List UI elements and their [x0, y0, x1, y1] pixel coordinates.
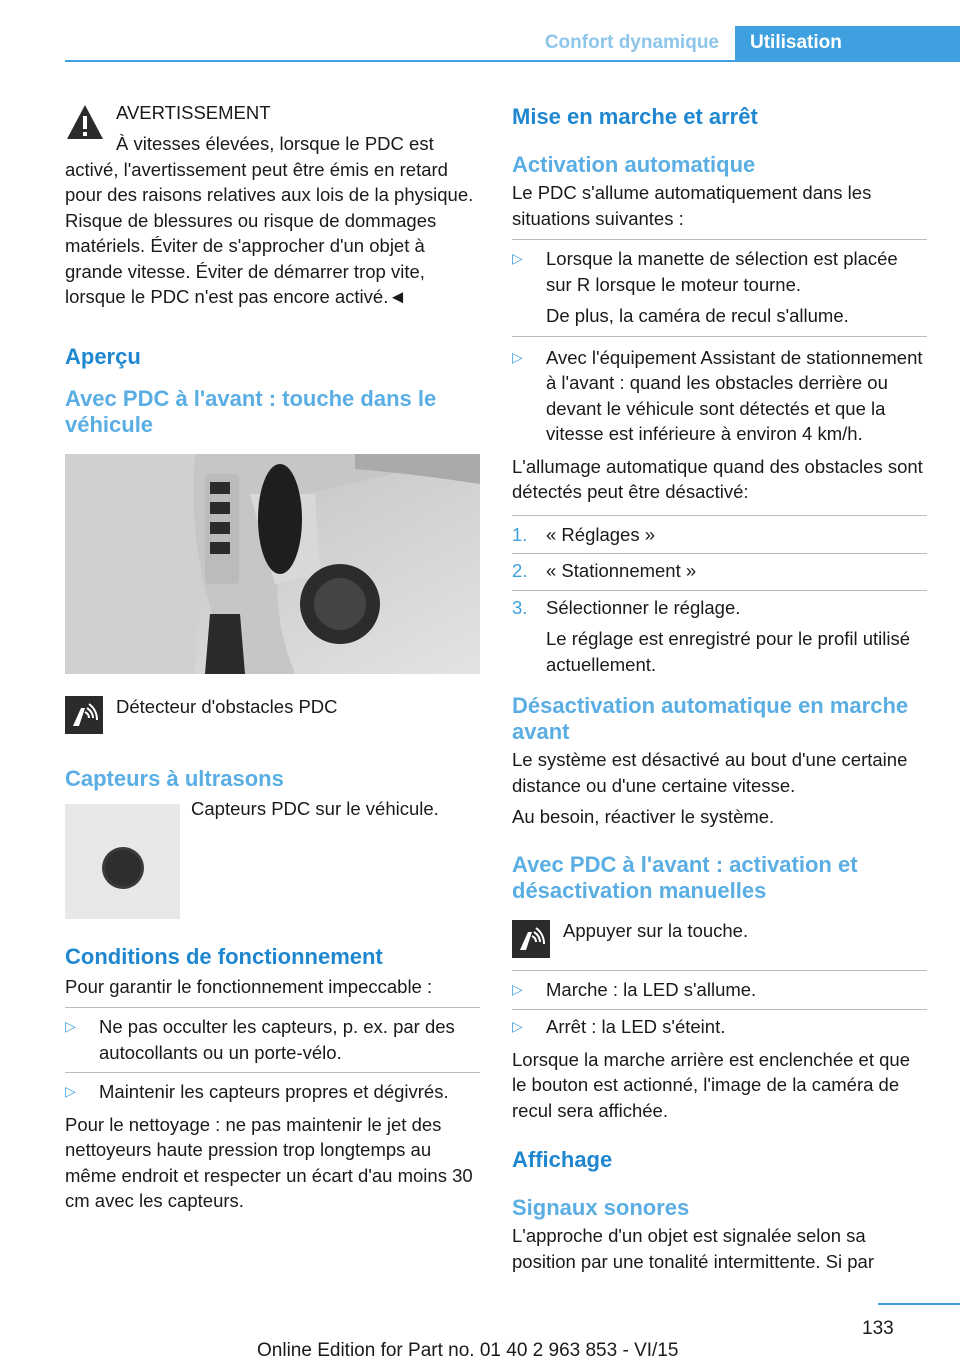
activation-intro: Le PDC s'allume automatiquement dans les situations suivantes : — [512, 182, 872, 229]
activation-heading: Activation automatique — [512, 152, 756, 177]
conditions-list — [65, 1014, 480, 1105]
list-item: ▷ Maintenir les capteurs propres et dégivrés. — [65, 1072, 480, 1105]
pdc-front-heading: Avec PDC à l'avant : touche dans le véhicule — [65, 385, 437, 437]
list-item: 3. Sélectionner le réglage. Le réglage est enregistré pour le profil utilisé actuellement. — [512, 590, 927, 678]
appuyer-row — [512, 918, 927, 960]
triangle-bullet-icon: ▷ — [65, 1083, 76, 1099]
triangle-bullet-icon: ▷ — [65, 1018, 76, 1034]
desactivation-text-1: Le système est désactivé au bout d'une certaine distance ou d'une certaine vitesse. — [512, 749, 908, 796]
list-item: ▷ Lorsque la manette de sélection est placée sur R lorsque le moteur tourne. De plus, la caméra de recul s'allume. — [512, 248, 898, 326]
nettoyage-text: Pour le nettoyage : ne pas maintenir le jet des nettoyeurs haute pression trop longtemps au même endroit et respecter un écart d'au moins 30 cm avec les capteurs. — [65, 1113, 473, 1211]
mise-heading: Mise en marche et arrêt — [512, 104, 758, 129]
conditions-intro: Pour garantir le fonctionnement impeccable : — [65, 975, 433, 997]
allumage-text: L'allumage automatique quand des obstacles sont détectés peut être désactivé: — [512, 455, 923, 502]
warning-block — [65, 100, 480, 310]
warning-title: AVERTISSEMENT — [116, 102, 271, 123]
list-item: 1. « Réglages » — [512, 523, 656, 545]
pdc-button-row — [65, 694, 480, 736]
list-item: ▷ Ne pas occulter les capteurs, p. ex. par des autocollants ou un porte-vélo. — [65, 1016, 455, 1063]
triangle-bullet-icon: ▷ — [512, 980, 523, 997]
right-column — [512, 100, 927, 1274]
steps-list — [512, 522, 927, 678]
console-photo — [65, 454, 480, 674]
triangle-bullet-icon: ▷ — [512, 250, 523, 266]
desactivation-heading: Désactivation automatique en marche avant — [512, 693, 909, 744]
divider — [512, 239, 927, 240]
chapter-tab: Utilisation — [735, 26, 960, 62]
triangle-bullet-icon: ▷ — [512, 1018, 523, 1034]
pdc-button-icon — [65, 696, 103, 734]
signaux-text: L'approche d'un objet est signalée selon sa position par une tonalité intermittente. Si par — [512, 1225, 874, 1272]
divider — [512, 970, 927, 971]
affichage-heading: Affichage — [512, 1147, 613, 1172]
activation-list — [512, 246, 927, 447]
apercu-heading: Aperçu — [65, 343, 141, 369]
appuyer-text: Appuyer sur la touche. — [563, 919, 749, 941]
page-header — [65, 26, 960, 62]
marche-arriere-text: Lorsque la marche arrière est enclenchée et que le bouton est actionné, l'image de la caméra de recul sera affichée. — [512, 1048, 910, 1121]
pdc-button-icon — [512, 920, 550, 958]
sensor-image — [65, 804, 180, 919]
capteurs-heading: Capteurs à ultrasons — [65, 765, 284, 791]
manuel-list — [512, 977, 927, 1040]
edition-text: Online Edition for Part no. 01 40 2 963 853 - VI/15 — [257, 1340, 679, 1361]
sensor-row — [65, 796, 480, 914]
list-item: ▷ Marche : la LED s'allume. — [512, 977, 927, 1003]
divider — [512, 515, 927, 516]
section-label: Confort dynamique — [544, 32, 719, 53]
list-item: ▷ Avec l'équipement Assistant de stationnement à l'avant : quand les obstacles derrière ou devant le véhicule sont détectés et que la vitesse est inférieure à environ 4 km/h. — [512, 336, 927, 447]
list-item: 2. « Stationnement » — [512, 553, 927, 584]
page-number: 133 — [862, 1318, 894, 1339]
left-column — [65, 100, 480, 1214]
pdc-button-caption: Détecteur d'obstacles PDC — [116, 695, 338, 717]
header-rule — [65, 60, 960, 62]
capteurs-text: Capteurs PDC sur le véhicule. — [191, 797, 439, 819]
desactivation-text-2: Au besoin, réactiver le système. — [512, 806, 775, 827]
signaux-heading: Signaux sonores — [512, 1195, 690, 1220]
footer-rule — [878, 1303, 960, 1305]
divider — [65, 1007, 480, 1008]
list-item: ▷ Arrêt : la LED s'éteint. — [512, 1009, 927, 1040]
warning-body: À vitesses élevées, lorsque le PDC est activé, l'avertissement peut être émis en retard pour des raisons relatives aux lois de la physique. Risque de blessures ou risque de dommages matériels. Éviter de s'approcher d'un objet à grande vitesse. Éviter de démarrer trop vite, lorsque le PDC n'est pas encore activé.◄ — [65, 133, 474, 307]
manuel-heading: Avec PDC à l'avant : activation et désactivation manuelles — [512, 851, 858, 903]
triangle-bullet-icon: ▷ — [512, 348, 523, 365]
warning-triangle-icon — [65, 102, 105, 142]
conditions-heading: Conditions de fonctionnement — [65, 943, 383, 969]
